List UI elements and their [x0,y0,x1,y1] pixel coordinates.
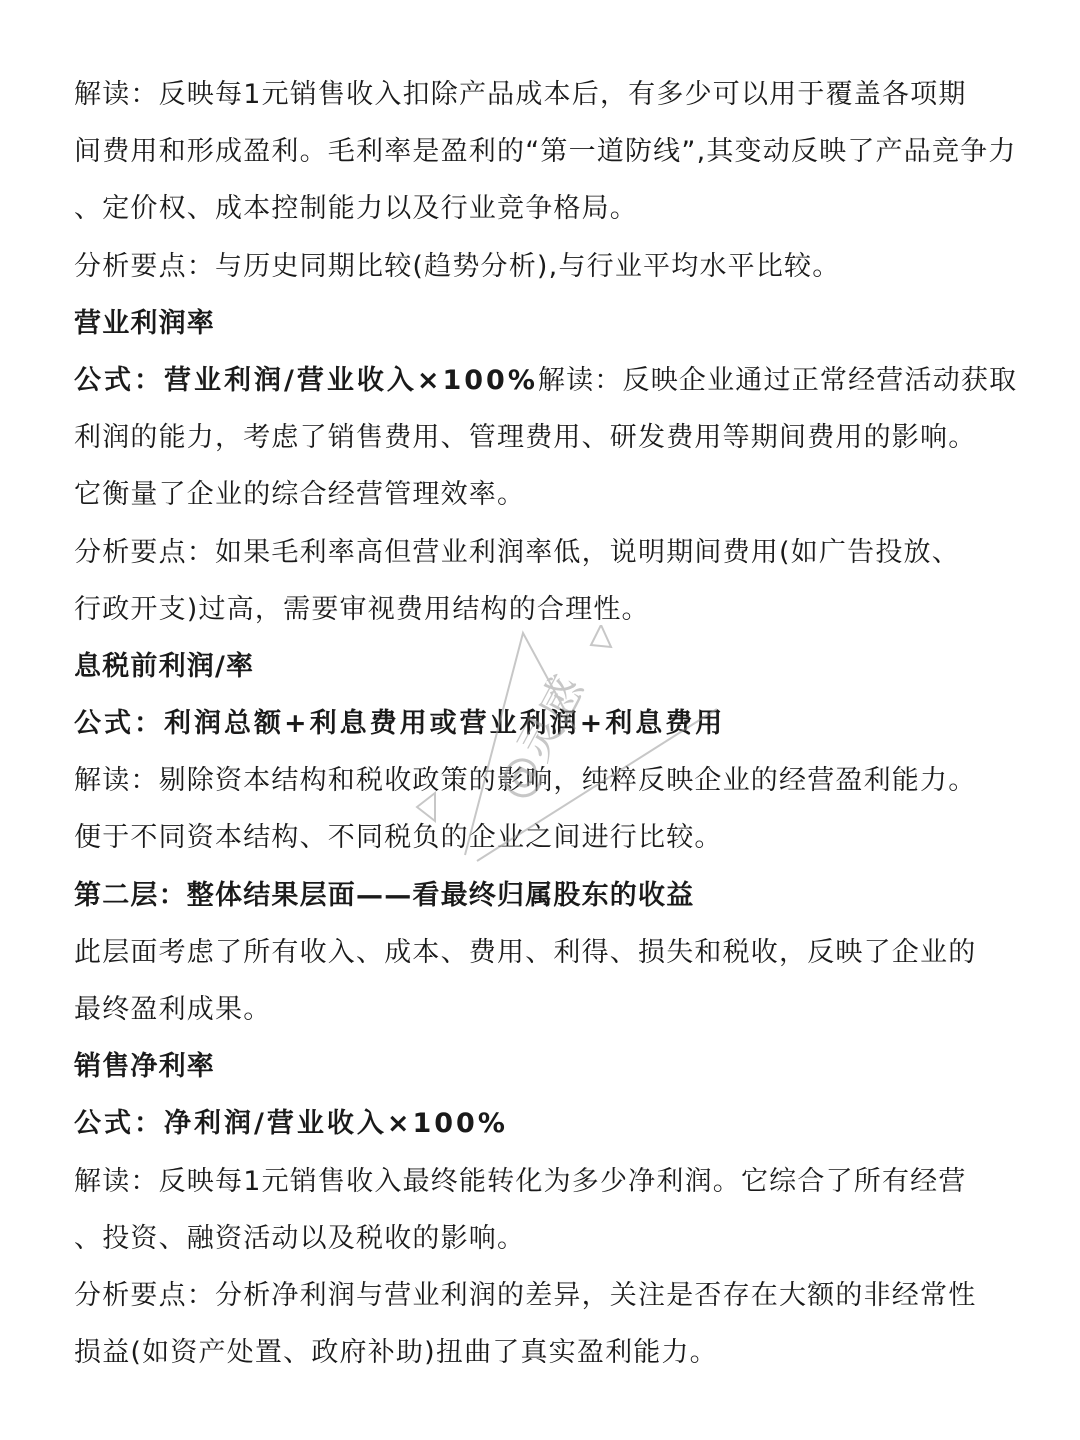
paragraph-line: 便于不同资本结构、不同税负的企业之间进行比较。 [74,822,723,854]
analysis-point: 分析要点：分析净利润与营业利润的差异，关注是否存在大额的非经常性 [74,1279,977,1311]
analysis-point: 分析要点：如果毛利率高但营业利润率低，说明期间费用(如广告投放、 [74,536,960,568]
formula-net-margin: 公式：净利润/营业收入×100% [74,1108,508,1140]
paragraph-line: 、定价权、成本控制能力以及行业竞争格局。 [74,193,638,225]
paragraph-line: 解读：反映每1元销售收入最终能转化为多少净利润。它综合了所有经营 [74,1165,967,1197]
paragraph-line: 此层面考虑了所有收入、成本、费用、利得、损失和税收，反映了企业的 [74,936,977,968]
analysis-point: 分析要点：与历史同期比较(趋势分析),与行业平均水平比较。 [74,250,841,282]
interpretation-text: 解读：反映企业通过正常经营活动获取 [537,364,1018,396]
paragraph-line: 它衡量了企业的综合经营管理效率。 [74,479,526,511]
paragraph-line: 利润的能力，考虑了销售费用、管理费用、研发费用等期间费用的影响。 [74,422,977,454]
formula-ebit: 公式：利润总额+利息费用或营业利润+利息费用 [74,708,726,740]
watermark-text: @灵感 [487,667,595,809]
paragraph-line: 行政开支)过高，需要审视费用结构的合理性。 [74,593,650,625]
section-heading-ebit: 息税前利润/率 [74,650,255,682]
paragraph-line: 间费用和形成盈利。毛利率是盈利的“第一道防线”,其变动反映了产品竞争力 [74,136,1017,168]
paragraph-line: 最终盈利成果。 [74,994,272,1025]
formula-operating-margin: 公式：营业利润/营业收入×100% [74,364,538,396]
paragraph-line: 、投资、融资活动以及税收的影响。 [74,1222,526,1254]
document-body [74,66,1018,1381]
formula-line [74,352,1018,409]
layer-heading: 第二层：整体结果层面——看最终归属股东的收益 [74,879,695,911]
section-heading-operating-margin: 营业利润率 [74,307,215,339]
paragraph-line: 损益(如资产处置、政府补助)扭曲了真实盈利能力。 [74,1337,718,1369]
paragraph-line: 解读：剔除资本结构和税收政策的影响，纯粹反映企业的经营盈利能力。 [74,765,977,797]
section-heading-net-margin: 销售净利率 [74,1051,215,1083]
paragraph-line: 解读：反映每1元销售收入扣除产品成本后，有多少可以用于覆盖各项期 [74,79,967,110]
